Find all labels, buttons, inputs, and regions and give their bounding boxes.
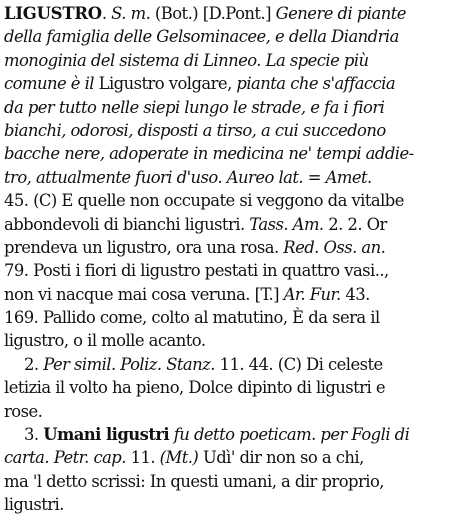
text-run: Genere di piante — [275, 4, 406, 23]
entry-line — [4, 446, 460, 469]
text-run: comune è il — [4, 74, 99, 94]
text-run: della famiglia delle Gelsominacee, e della Diandria — [4, 27, 399, 47]
entry-line — [4, 2, 460, 25]
text-run: Ar. Fur. — [283, 284, 341, 304]
entry-line — [4, 259, 460, 282]
text-run: LIGUSTRO — [4, 4, 102, 23]
text-run: Tass. Am. — [249, 214, 324, 234]
text-run: pianta che s'affaccia — [236, 74, 396, 94]
entry-line — [4, 142, 460, 165]
text-run: prendeva un ligustro, ora una rosa. — [4, 237, 284, 257]
entry-line — [4, 119, 460, 142]
text-run: ligustri. — [4, 495, 64, 515]
text-run: ligustro, o il molle acanto. — [4, 331, 206, 351]
text-run: 43. — [340, 284, 370, 304]
text-run: rose. — [4, 401, 43, 421]
text-run: tro, attualmente fuori d'uso. Aureo lat. = Amet. — [4, 167, 372, 187]
text-run: S. m. — [111, 4, 151, 23]
text-run: carta. Petr. cap. — [4, 448, 126, 468]
text-run: non vi nacque mai cosa veruna. [T.] — [4, 284, 284, 304]
entry-line — [4, 400, 460, 423]
entry-line — [4, 283, 460, 306]
text-run: Ligustro volgare, — [98, 74, 237, 94]
text-run: Per simil. Poliz. Stanz. — [43, 354, 215, 374]
entry-line — [4, 423, 460, 446]
entry-line — [4, 376, 460, 399]
entry-line — [4, 213, 460, 236]
entry-line — [4, 189, 460, 212]
text-run: 11. 44. (C) Di celeste — [214, 354, 383, 374]
text-run: 169. Pallido come, colto al matutino, È da sera il — [4, 308, 380, 328]
entry-line — [4, 96, 460, 119]
entry-line — [4, 470, 460, 493]
entry-line — [4, 25, 460, 48]
text-run: 2. 2. Or — [323, 214, 387, 234]
text-run: (Mt.) — [159, 448, 199, 468]
text-run: bianchi, odorosi, disposti a tirso, a cui succedono — [4, 120, 386, 140]
entry-line — [4, 72, 460, 95]
text-run: Umani ligustri — [43, 425, 170, 445]
text-run: bacche nere, adoperate in medicina ne' tempi addie- — [4, 144, 414, 164]
entry-line — [4, 49, 460, 72]
text-run: Udì' dir non so a chi, — [198, 448, 364, 468]
text-run: . — [101, 4, 112, 23]
text-run: 79. Posti i fiori di ligustro pestati in quattro vasi.., — [4, 261, 389, 281]
text-run: 11. — [125, 448, 160, 468]
entry-line — [4, 236, 460, 259]
text-run: da per tutto nelle siepi lungo le strade, e fa i fiori — [4, 97, 385, 117]
text-run: Red. Oss. an. — [283, 237, 386, 257]
text-run: 2. — [24, 354, 44, 374]
text-run: monoginia del sistema di Linneo. La specie più — [4, 50, 369, 70]
entry-line — [4, 353, 460, 376]
text-run: 45. (C) E quelle non occupate si veggono da vitalbe — [4, 191, 404, 211]
entry-line — [4, 306, 460, 329]
text-run: abbondevoli di bianchi ligustri. — [4, 214, 250, 234]
entry-line — [4, 166, 460, 189]
text-run: ma 'l detto scrissi: In questi umani, a dir proprio, — [4, 471, 384, 491]
text-run: (Bot.) [D.Pont.] — [150, 4, 276, 23]
text-run: letizia il volto ha pieno, Dolce dipinto di ligustri e — [4, 378, 385, 398]
text-run: 3. — [24, 425, 44, 445]
entry-line — [4, 493, 460, 516]
text-run: fu detto poeticam. per Fogli di — [169, 425, 410, 445]
entry-line — [4, 329, 460, 352]
